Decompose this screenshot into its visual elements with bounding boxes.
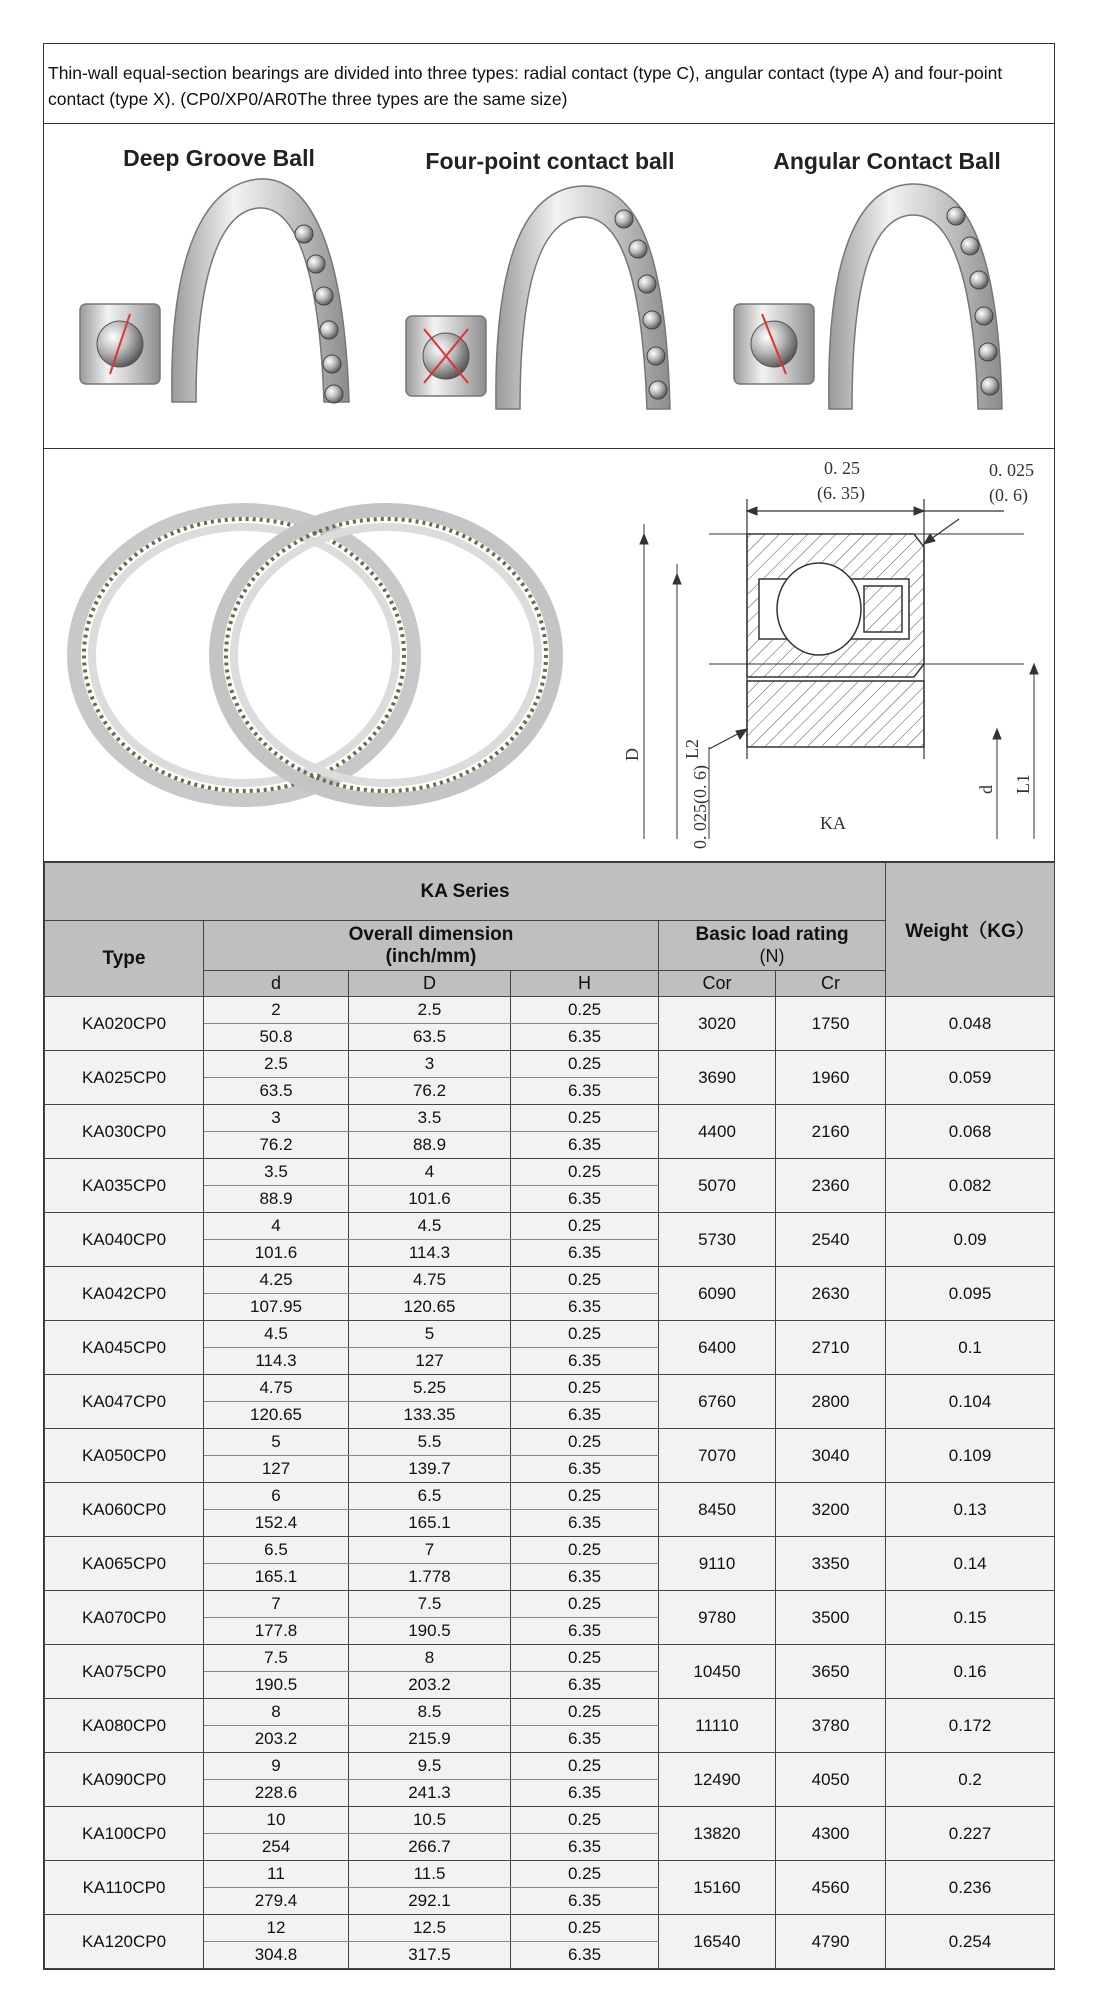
overall-dimension-title: Overall dimension xyxy=(348,923,514,945)
width-inch-cell: 0.25 xyxy=(511,1375,659,1402)
width-inch-cell: 0.25 xyxy=(511,1321,659,1348)
outer-mm-cell: 292.1 xyxy=(349,1888,511,1915)
bore-mm-cell: 63.5 xyxy=(204,1078,349,1105)
table-row xyxy=(45,1159,1055,1186)
width-inch-cell: 0.25 xyxy=(511,1807,659,1834)
bore-mm-cell: 165.1 xyxy=(204,1564,349,1591)
outer-inch-cell: 9.5 xyxy=(349,1753,511,1780)
type-cell: KA110CP0 xyxy=(45,1861,204,1915)
outer-mm-cell: 63.5 xyxy=(349,1024,511,1051)
width-mm-cell: 6.35 xyxy=(511,1888,659,1915)
bore-inch-cell: 4.5 xyxy=(204,1321,349,1348)
label-l1: L1 xyxy=(1013,774,1033,794)
width-inch-cell: 0.25 xyxy=(511,997,659,1024)
static-load-cell: 12490 xyxy=(659,1753,776,1807)
static-load-cell: 13820 xyxy=(659,1807,776,1861)
dynamic-load-cell: 3780 xyxy=(776,1699,886,1753)
outer-mm-cell: 139.7 xyxy=(349,1456,511,1483)
col-dynamic-load: Cr xyxy=(776,971,886,997)
bore-mm-cell: 114.3 xyxy=(204,1348,349,1375)
weight-cell: 0.16 xyxy=(886,1645,1055,1699)
width-mm-cell: 6.35 xyxy=(511,1618,659,1645)
type-cell: KA120CP0 xyxy=(45,1915,204,1969)
width-inch-cell: 0.25 xyxy=(511,1105,659,1132)
overall-dimension-units: (inch/mm) xyxy=(385,945,477,967)
dynamic-load-cell: 4560 xyxy=(776,1861,886,1915)
static-load-cell: 3020 xyxy=(659,997,776,1051)
chamfer-inch-label: 0. 025 xyxy=(989,460,1034,480)
type-cell: KA040CP0 xyxy=(45,1213,204,1267)
outer-mm-cell: 190.5 xyxy=(349,1618,511,1645)
bore-mm-cell: 107.95 xyxy=(204,1294,349,1321)
series-header: KA Series xyxy=(45,863,886,921)
table-row xyxy=(45,1861,1055,1888)
width-mm-cell: 6.35 xyxy=(511,1834,659,1861)
label-bore: d xyxy=(976,785,996,794)
static-load-cell: 8450 xyxy=(659,1483,776,1537)
weight-cell: 0.254 xyxy=(886,1915,1055,1969)
outer-inch-cell: 7 xyxy=(349,1537,511,1564)
load-rating-units: (N) xyxy=(759,946,785,966)
weight-cell: 0.1 xyxy=(886,1321,1055,1375)
bore-mm-cell: 101.6 xyxy=(204,1240,349,1267)
type-cell: KA070CP0 xyxy=(45,1591,204,1645)
table-row xyxy=(45,1213,1055,1240)
static-load-cell: 6400 xyxy=(659,1321,776,1375)
type-cell: KA035CP0 xyxy=(45,1159,204,1213)
width-inch-cell: 0.25 xyxy=(511,1213,659,1240)
static-load-cell: 9110 xyxy=(659,1537,776,1591)
width-inch-cell: 0.25 xyxy=(511,1753,659,1780)
width-inch-cell: 0.25 xyxy=(511,1915,659,1942)
weight-cell: 0.227 xyxy=(886,1807,1055,1861)
outer-mm-cell: 133.35 xyxy=(349,1402,511,1429)
outer-mm-cell: 127 xyxy=(349,1348,511,1375)
bore-inch-cell: 3.5 xyxy=(204,1159,349,1186)
type-cell: KA060CP0 xyxy=(45,1483,204,1537)
bearing-types-illustration xyxy=(44,124,1054,448)
table-row xyxy=(45,1645,1055,1672)
outer-inch-cell: 10.5 xyxy=(349,1807,511,1834)
width-inch-cell: 0.25 xyxy=(511,1051,659,1078)
table-row xyxy=(45,1753,1055,1780)
static-load-cell: 16540 xyxy=(659,1915,776,1969)
chamfer-mm-label: (0. 6) xyxy=(989,485,1028,505)
bore-inch-cell: 7 xyxy=(204,1591,349,1618)
bore-mm-cell: 76.2 xyxy=(204,1132,349,1159)
width-mm-cell: 6.35 xyxy=(511,1456,659,1483)
dynamic-load-cell: 2800 xyxy=(776,1375,886,1429)
dynamic-load-cell: 2360 xyxy=(776,1159,886,1213)
dynamic-load-cell: 2540 xyxy=(776,1213,886,1267)
bore-inch-cell: 7.5 xyxy=(204,1645,349,1672)
bore-mm-cell: 152.4 xyxy=(204,1510,349,1537)
outer-inch-cell: 4.75 xyxy=(349,1267,511,1294)
chamfer2-label: 0. 025(0. 6) xyxy=(690,765,710,849)
width-mm-cell: 6.35 xyxy=(511,1402,659,1429)
table-row xyxy=(45,997,1055,1024)
outer-inch-cell: 4 xyxy=(349,1159,511,1186)
weight-header: Weight（KG） xyxy=(886,863,1055,997)
width-inch-cell: 0.25 xyxy=(511,1699,659,1726)
width-inch-cell: 0.25 xyxy=(511,1429,659,1456)
outer-mm-cell: 120.65 xyxy=(349,1294,511,1321)
weight-cell: 0.068 xyxy=(886,1105,1055,1159)
width-mm-cell: 6.35 xyxy=(511,1780,659,1807)
table-row xyxy=(45,1267,1055,1294)
angular-contact-bearing-image xyxy=(734,184,1002,409)
dynamic-load-cell: 4050 xyxy=(776,1753,886,1807)
static-load-cell: 3690 xyxy=(659,1051,776,1105)
outer-mm-cell: 215.9 xyxy=(349,1726,511,1753)
width-inch-label: 0. 25 xyxy=(824,458,860,478)
bore-mm-cell: 120.65 xyxy=(204,1402,349,1429)
col-width: H xyxy=(511,971,659,997)
outer-inch-cell: 7.5 xyxy=(349,1591,511,1618)
dynamic-load-cell: 3500 xyxy=(776,1591,886,1645)
col-static-load: Cor xyxy=(659,971,776,997)
weight-cell: 0.14 xyxy=(886,1537,1055,1591)
bore-inch-cell: 6 xyxy=(204,1483,349,1510)
bore-mm-cell: 304.8 xyxy=(204,1942,349,1969)
col-bore: d xyxy=(204,971,349,997)
bore-inch-cell: 8 xyxy=(204,1699,349,1726)
weight-cell: 0.082 xyxy=(886,1159,1055,1213)
width-mm-cell: 6.35 xyxy=(511,1078,659,1105)
type-title-deep-groove: Deep Groove Ball xyxy=(123,145,315,171)
width-mm-cell: 6.35 xyxy=(511,1348,659,1375)
table-row xyxy=(45,1699,1055,1726)
outer-mm-cell: 241.3 xyxy=(349,1780,511,1807)
width-inch-cell: 0.25 xyxy=(511,1483,659,1510)
table-row xyxy=(45,1807,1055,1834)
outer-mm-cell: 1.778 xyxy=(349,1564,511,1591)
static-load-cell: 15160 xyxy=(659,1861,776,1915)
bore-mm-cell: 177.8 xyxy=(204,1618,349,1645)
width-mm-cell: 6.35 xyxy=(511,1726,659,1753)
type-cell: KA025CP0 xyxy=(45,1051,204,1105)
load-rating-header xyxy=(659,921,886,971)
dynamic-load-cell: 3200 xyxy=(776,1483,886,1537)
outer-inch-cell: 2.5 xyxy=(349,997,511,1024)
outer-mm-cell: 266.7 xyxy=(349,1834,511,1861)
outer-inch-cell: 3.5 xyxy=(349,1105,511,1132)
weight-cell: 0.09 xyxy=(886,1213,1055,1267)
type-cell: KA050CP0 xyxy=(45,1429,204,1483)
width-mm-cell: 6.35 xyxy=(511,1294,659,1321)
dynamic-load-cell: 1750 xyxy=(776,997,886,1051)
weight-cell: 0.2 xyxy=(886,1753,1055,1807)
spec-sheet xyxy=(43,43,1055,1970)
static-load-cell: 4400 xyxy=(659,1105,776,1159)
label-outer-diameter: D xyxy=(622,748,642,761)
dynamic-load-cell: 3350 xyxy=(776,1537,886,1591)
outer-inch-cell: 11.5 xyxy=(349,1861,511,1888)
bore-inch-cell: 2.5 xyxy=(204,1051,349,1078)
bore-mm-cell: 88.9 xyxy=(204,1186,349,1213)
outer-inch-cell: 8 xyxy=(349,1645,511,1672)
bore-inch-cell: 4 xyxy=(204,1213,349,1240)
bore-mm-cell: 203.2 xyxy=(204,1726,349,1753)
label-l2: L2 xyxy=(682,739,702,759)
load-rating-title: Basic load rating xyxy=(695,924,849,945)
outer-inch-cell: 5.5 xyxy=(349,1429,511,1456)
dynamic-load-cell: 2160 xyxy=(776,1105,886,1159)
outer-mm-cell: 317.5 xyxy=(349,1942,511,1969)
bearing-types-panel xyxy=(44,124,1054,449)
static-load-cell: 7070 xyxy=(659,1429,776,1483)
bore-inch-cell: 2 xyxy=(204,997,349,1024)
dynamic-load-cell: 3040 xyxy=(776,1429,886,1483)
outer-mm-cell: 101.6 xyxy=(349,1186,511,1213)
intro-text: Thin-wall equal-section bearings are divided into three types: radial contact (type C), angular contact (type A) and four-point contact (type X). (CP0/XP0/AR0The three types are the same size) xyxy=(44,44,1054,124)
static-load-cell: 6090 xyxy=(659,1267,776,1321)
width-mm-label: (6. 35) xyxy=(817,483,865,503)
width-mm-cell: 6.35 xyxy=(511,1132,659,1159)
width-mm-cell: 6.35 xyxy=(511,1564,659,1591)
type-cell: KA090CP0 xyxy=(45,1753,204,1807)
weight-cell: 0.095 xyxy=(886,1267,1055,1321)
width-mm-cell: 6.35 xyxy=(511,1240,659,1267)
bore-mm-cell: 254 xyxy=(204,1834,349,1861)
width-inch-cell: 0.25 xyxy=(511,1537,659,1564)
bore-inch-cell: 4.25 xyxy=(204,1267,349,1294)
width-mm-cell: 6.35 xyxy=(511,1672,659,1699)
type-title-angular: Angular Contact Ball xyxy=(773,148,1001,174)
width-mm-cell: 6.35 xyxy=(511,1942,659,1969)
table-body xyxy=(45,997,1055,1969)
outer-mm-cell: 76.2 xyxy=(349,1078,511,1105)
static-load-cell: 6760 xyxy=(659,1375,776,1429)
static-load-cell: 5070 xyxy=(659,1159,776,1213)
weight-cell: 0.172 xyxy=(886,1699,1055,1753)
bore-inch-cell: 6.5 xyxy=(204,1537,349,1564)
dynamic-load-cell: 2630 xyxy=(776,1267,886,1321)
deep-groove-bearing-image xyxy=(80,179,349,403)
bore-mm-cell: 127 xyxy=(204,1456,349,1483)
outer-inch-cell: 5.25 xyxy=(349,1375,511,1402)
overall-dimension-header xyxy=(204,921,659,971)
width-mm-cell: 6.35 xyxy=(511,1186,659,1213)
bore-mm-cell: 190.5 xyxy=(204,1672,349,1699)
outer-inch-cell: 4.5 xyxy=(349,1213,511,1240)
width-inch-cell: 0.25 xyxy=(511,1267,659,1294)
static-load-cell: 5730 xyxy=(659,1213,776,1267)
bore-inch-cell: 4.75 xyxy=(204,1375,349,1402)
width-mm-cell: 6.35 xyxy=(511,1024,659,1051)
table-row xyxy=(45,1051,1055,1078)
static-load-cell: 11110 xyxy=(659,1699,776,1753)
width-inch-cell: 0.25 xyxy=(511,1645,659,1672)
ring-drawing-panel xyxy=(44,449,1054,862)
weight-cell: 0.13 xyxy=(886,1483,1055,1537)
static-load-cell: 9780 xyxy=(659,1591,776,1645)
table-row xyxy=(45,1915,1055,1942)
table-row xyxy=(45,1537,1055,1564)
table-row xyxy=(45,1375,1055,1402)
dynamic-load-cell: 4300 xyxy=(776,1807,886,1861)
four-point-bearing-image xyxy=(406,186,670,409)
outer-mm-cell: 165.1 xyxy=(349,1510,511,1537)
type-cell: KA065CP0 xyxy=(45,1537,204,1591)
type-cell: KA080CP0 xyxy=(45,1699,204,1753)
type-cell: KA042CP0 xyxy=(45,1267,204,1321)
type-cell: KA045CP0 xyxy=(45,1321,204,1375)
table-row xyxy=(45,1321,1055,1348)
bore-mm-cell: 228.6 xyxy=(204,1780,349,1807)
dynamic-load-cell: 4790 xyxy=(776,1915,886,1969)
weight-cell: 0.109 xyxy=(886,1429,1055,1483)
weight-cell: 0.104 xyxy=(886,1375,1055,1429)
weight-cell: 0.059 xyxy=(886,1051,1055,1105)
table-row xyxy=(45,1105,1055,1132)
bore-inch-cell: 12 xyxy=(204,1915,349,1942)
outer-inch-cell: 3 xyxy=(349,1051,511,1078)
table-row xyxy=(45,1429,1055,1456)
type-cell: KA030CP0 xyxy=(45,1105,204,1159)
ka-label: KA xyxy=(820,813,846,833)
type-cell: KA075CP0 xyxy=(45,1645,204,1699)
col-outer-diameter: D xyxy=(349,971,511,997)
width-inch-cell: 0.25 xyxy=(511,1159,659,1186)
static-load-cell: 10450 xyxy=(659,1645,776,1699)
outer-mm-cell: 114.3 xyxy=(349,1240,511,1267)
dynamic-load-cell: 1960 xyxy=(776,1051,886,1105)
width-inch-cell: 0.25 xyxy=(511,1861,659,1888)
bore-inch-cell: 5 xyxy=(204,1429,349,1456)
table-row xyxy=(45,1483,1055,1510)
outer-mm-cell: 203.2 xyxy=(349,1672,511,1699)
ring-photo xyxy=(74,510,556,800)
table-row xyxy=(45,1591,1055,1618)
outer-inch-cell: 5 xyxy=(349,1321,511,1348)
bore-inch-cell: 11 xyxy=(204,1861,349,1888)
outer-mm-cell: 88.9 xyxy=(349,1132,511,1159)
type-cell: KA047CP0 xyxy=(45,1375,204,1429)
type-cell: KA020CP0 xyxy=(45,997,204,1051)
bore-inch-cell: 3 xyxy=(204,1105,349,1132)
ka-series-table xyxy=(44,862,1055,1969)
weight-cell: 0.236 xyxy=(886,1861,1055,1915)
type-title-four-point: Four-point contact ball xyxy=(425,148,675,174)
ring-cross-section-drawing xyxy=(44,449,1054,861)
bore-mm-cell: 279.4 xyxy=(204,1888,349,1915)
weight-cell: 0.15 xyxy=(886,1591,1055,1645)
weight-cell: 0.048 xyxy=(886,997,1055,1051)
width-inch-cell: 0.25 xyxy=(511,1591,659,1618)
outer-inch-cell: 6.5 xyxy=(349,1483,511,1510)
bore-mm-cell: 50.8 xyxy=(204,1024,349,1051)
bore-inch-cell: 10 xyxy=(204,1807,349,1834)
outer-inch-cell: 8.5 xyxy=(349,1699,511,1726)
bore-inch-cell: 9 xyxy=(204,1753,349,1780)
dynamic-load-cell: 3650 xyxy=(776,1645,886,1699)
type-header: Type xyxy=(45,921,204,997)
outer-inch-cell: 12.5 xyxy=(349,1915,511,1942)
width-mm-cell: 6.35 xyxy=(511,1510,659,1537)
dynamic-load-cell: 2710 xyxy=(776,1321,886,1375)
type-cell: KA100CP0 xyxy=(45,1807,204,1861)
